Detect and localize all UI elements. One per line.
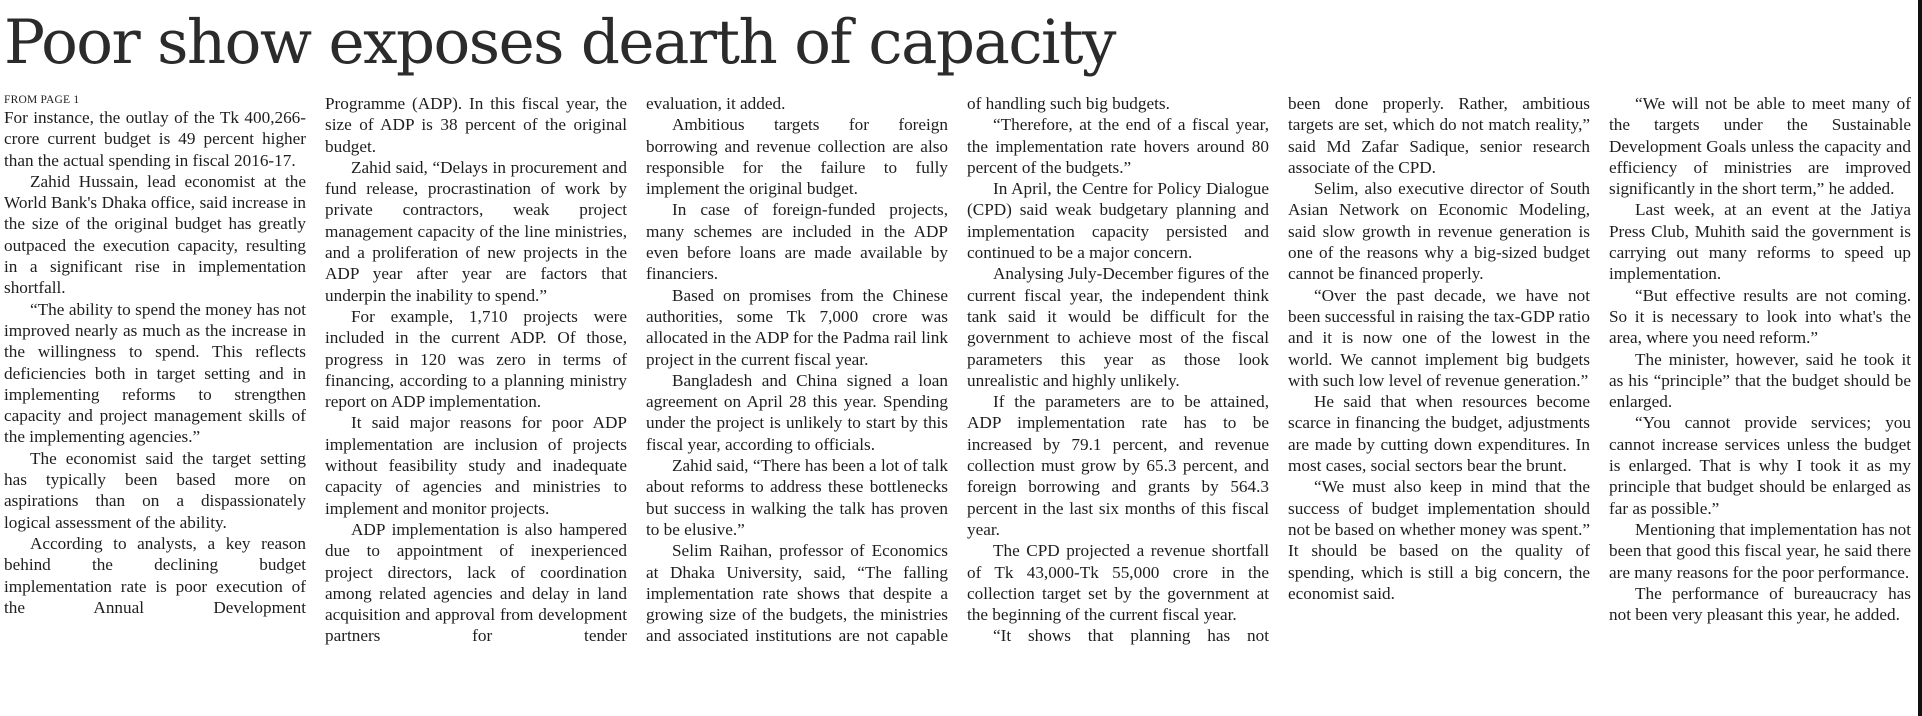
column-3: [646, 93, 948, 711]
paragraph: The CPD projected a revenue shortfall of Tk 43,000-Tk 55,000 crore in the collection target set by the government at the beginning of the current fiscal year.: [967, 541, 1269, 625]
column-5: [1288, 93, 1590, 711]
paragraph: According to analysts, a key reason behind the declining budget implementation rate is poor execution of the Annual Development: [4, 533, 306, 617]
paragraph: He said that when resources become scarce in financing the budget, adjustments are made by cutting down expenditures. In most cases, social sectors bear the brunt.: [1288, 392, 1590, 476]
paragraph: “But effective results are not coming. So it is necessary to look into what's the area, where you need reform.”: [1609, 285, 1911, 348]
paragraph: Analysing July-December figures of the current fiscal year, the independent think tank said it would be difficult for the government to achieve most of the fiscal parameters this year as those look unrealistic and highly unlikely.: [967, 264, 1269, 390]
paragraph: Ambitious targets for foreign borrowing and revenue collection are also responsible for the failure to fully implement the original budget.: [646, 115, 948, 199]
paragraph: If the parameters are to be attained, ADP implementation rate has to be increased by 79.1 percent, and revenue collection must grow by 65.3 percent, and foreign borrowing and grants by 564.3 percent in the last six months of this fiscal year.: [967, 392, 1269, 539]
column-6: [1609, 93, 1911, 711]
column-2: [325, 93, 627, 711]
paragraph: It said major reasons for poor ADP implementation are inclusion of projects without feasibility study and inadequate capacity of agencies and ministries to implement and monitor projects.: [325, 413, 627, 518]
paragraph: Selim Raihan, professor of Economics at Dhaka University, said, “The falling implementation rate shows that despite a growing size of the budgets, the ministries and associated institutions are not capable: [646, 541, 948, 646]
paragraph: “Therefore, at the end of a fiscal year, the implementation rate hovers around 80 percent of the budgets.”: [967, 115, 1269, 177]
column-4: [967, 93, 1269, 711]
paragraph: The performance of bureaucracy has not been very pleasant this year, he added.: [1609, 583, 1911, 625]
paragraph: “The ability to spend the money has not improved nearly as much as the increase in the willingness to spend. This reflects deficiencies both in target setting and in implementing reforms to strengthen capacity and project management skills of the implementing agencies.”: [4, 299, 306, 447]
paragraph: Programme (ADP). In this fiscal year, the size of ADP is 38 percent of the original budget.: [325, 94, 627, 156]
paragraph: In April, the Centre for Policy Dialogue (CPD) said weak budgetary planning and implementation capacity persisted and continued to be a major concern.: [967, 179, 1269, 263]
column-1: [4, 93, 306, 711]
paragraph: Bangladesh and China signed a loan agreement on April 28 this year. Spending under the project is unlikely to start by this fiscal year, according to officials.: [646, 370, 948, 454]
paragraph: “We will not be able to meet many of the targets under the Sustainable Development Goals unless the capacity and efficiency of ministries are improved significantly in the short term,” he added.: [1609, 94, 1911, 199]
paragraph: Last week, at an event at the Jatiya Press Club, Muhith said the government is carrying out many reforms to speed up implementation.: [1609, 200, 1911, 284]
paragraph: Selim, also executive director of South Asian Network on Economic Modeling, said slow growth in revenue generation is one of the reasons why a big-sized budget cannot be financed properly.: [1288, 179, 1590, 284]
paragraph: The economist said the target setting has typically been based more on aspirations than on a dispassionately logical assessment of the ability.: [4, 448, 306, 532]
paragraph: “Over the past decade, we have not been successful in raising the tax-GDP ratio and it is now one of the lowest in the world. We cannot implement big budgets with such low level of revenue generation.”: [1288, 285, 1590, 390]
paragraph: of handling such big budgets.: [967, 94, 1170, 113]
paragraph: Zahid said, “Delays in procurement and fund release, procrastination of work by private contractors, weak project management capacity of the line ministries, and a proliferation of new projects in the ADP year after year are factors that underpin the inability to spend.”: [325, 157, 627, 305]
paragraph: Zahid said, “There has been a lot of talk about reforms to address these bottlenecks but success in walking the talk has proven to be elusive.”: [646, 456, 948, 539]
paragraph: been done properly. Rather, ambitious targets are set, which do not match reality,” said Md Zafar Sadique, senior research associate of the CPD.: [1288, 94, 1590, 177]
paragraph: In case of foreign-funded projects, many schemes are included in the ADP even before loans are made available by financiers.: [646, 200, 948, 284]
jump-label: FROM PAGE 1: [4, 94, 80, 106]
paragraph: “You cannot provide services; you cannot increase services unless the budget is enlarged. That is why I took it as my principle that budget should be enlarged as far as possible.”: [1609, 413, 1911, 518]
paragraph: Mentioning that implementation has not been that good this fiscal year, he said there are many reasons for the poor performance.: [1609, 519, 1911, 582]
article-body: [4, 93, 1916, 711]
paragraph: For example, 1,710 projects were included in the current ADP. Of those, progress in 120 was zero in terms of financing, according to a planning ministry report on ADP implementation.: [325, 306, 627, 412]
paragraph: “It shows that planning has not: [993, 626, 1269, 646]
paragraph: “We must also keep in mind that the success of budget implementation should not be based on whether money was spent.” It should be based on the quality of spending, which is still a big concern, the economist said.: [1288, 477, 1590, 603]
headline: Poor show exposes dearth of capacity: [4, 7, 1116, 78]
paragraph: Based on promises from the Chinese authorities, some Tk 7,000 crore was allocated in the ADP for the Padma rail link project in the current fiscal year.: [646, 285, 948, 369]
paragraph: The minister, however, said he took it as his “principle” that the budget should be enlarged.: [1609, 349, 1911, 412]
paragraph: ADP implementation is also hampered due to appointment of inexperienced project directors, lack of coordination among related agencies and delay in land acquisition and approval from development partners for tender: [325, 519, 627, 646]
paragraph: evaluation, it added.: [646, 94, 786, 113]
paragraph: For instance, the outlay of the Tk 400,266-crore current budget is 49 percent higher than the actual spending in fiscal 2016-17.: [4, 108, 306, 170]
paragraph: Zahid Hussain, lead economist at the World Bank's Dhaka office, said increase in the size of the original budget has greatly outpaced the execution capacity, resulting in a significant rise in implementation shortfall.: [4, 171, 306, 298]
